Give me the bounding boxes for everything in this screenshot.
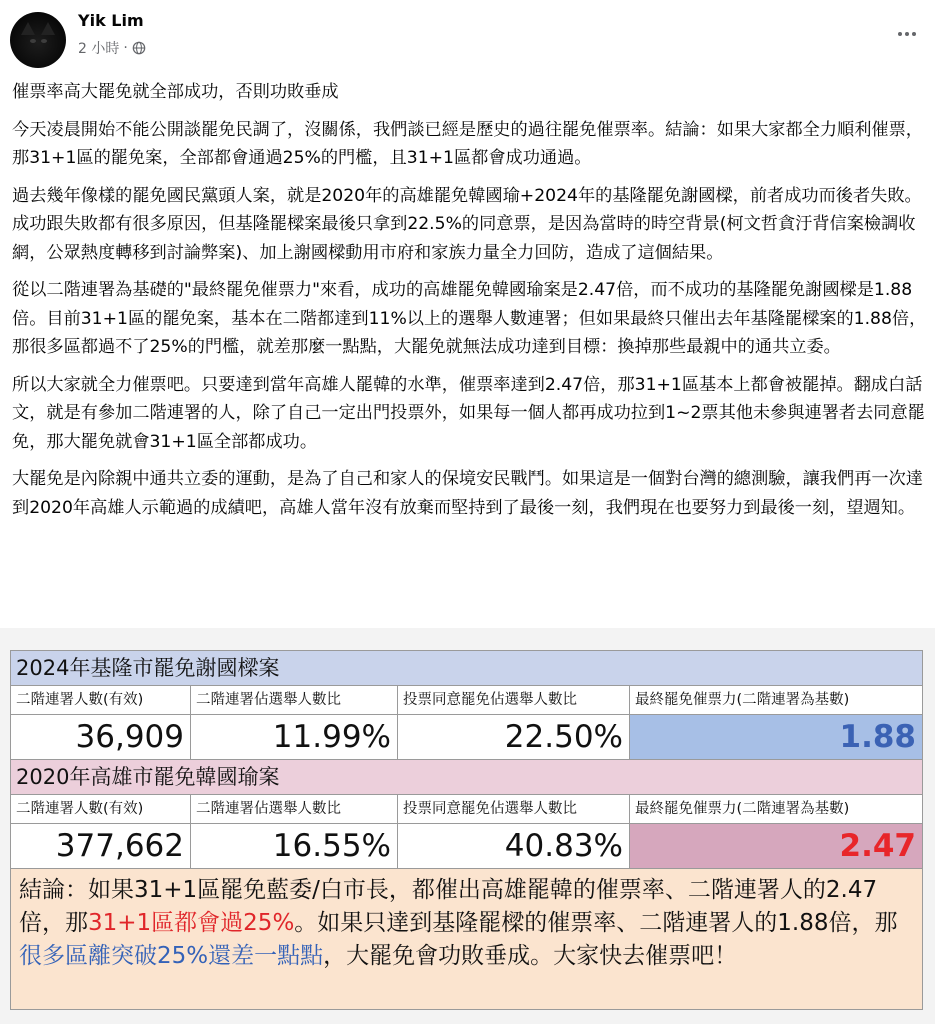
post-paragraph: 從以二階連署為基礎的"最終罷免催票力"來看，成功的高雄罷免韓國瑜案是2.47倍，而不成功的基隆罷免謝國樑是1.88倍。目前31+1區的罷免案，基本在二階都達到11%以上的選舉人數連署；但如果最終只催出去年基隆罷樑案的1.88倍，那很多區都過不了25%的門檻，就差那麼一點點，大罷免就無法成功達到目標：換掉那些最親中的通共立委。 <box>12 280 927 357</box>
globe-icon <box>132 41 146 55</box>
signature-count: 36,909 <box>11 715 191 759</box>
kaohsiung-value-row <box>11 824 922 869</box>
meta-separator: · <box>123 40 128 56</box>
post-paragraph: 大罷免是內除親中通共立委的運動，是為了自己和家人的保境安民戰鬥。如果這是一個對台灣的總測驗，讓我們再一次達到2020年高雄人示範過的成績吧，高雄人當年沒有放棄而堅持到了最後一刻，我們現在也要努力到最後一刻，望週知。 <box>12 469 923 518</box>
conclusion-highlight-blue: 很多區離突破25%還差一點點 <box>19 943 324 969</box>
signature-count: 377,662 <box>11 824 191 868</box>
consent-ratio: 40.83% <box>398 824 630 868</box>
author-name[interactable]: Yik Lim <box>78 11 144 30</box>
keelung-value-row <box>11 715 922 760</box>
consent-ratio: 22.50% <box>398 715 630 759</box>
post-image[interactable] <box>0 628 935 1024</box>
kaohsiung-header-row <box>11 795 922 824</box>
signature-ratio: 11.99% <box>191 715 398 759</box>
avatar-cat-ear-left <box>21 22 35 35</box>
comparison-table <box>10 650 923 1010</box>
turnout-multiplier: 1.88 <box>630 715 922 759</box>
header-cell: 投票同意罷免佔選舉人數比 <box>398 686 630 714</box>
header-cell: 二階連署佔選舉人數比 <box>191 795 398 823</box>
turnout-multiplier: 2.47 <box>630 824 922 868</box>
header-cell: 投票同意罷免佔選舉人數比 <box>398 795 630 823</box>
signature-ratio: 16.55% <box>191 824 398 868</box>
avatar[interactable] <box>10 12 66 68</box>
post-paragraph: 今天凌晨開始不能公開談罷免民調了，沒關係，我們談已經是歷史的過往罷免催票率。結論：如果大家都全力順利催票，那31+1區的罷免案，全部都會通過25%的門檻，且31+1區都會成功通過。 <box>12 119 923 168</box>
conclusion-text: 。如果只達到基隆罷樑的催票率、二階連署人的1.88倍，那 <box>294 910 898 936</box>
post-meta <box>78 38 146 58</box>
post-paragraph: 催票率高大罷免就全部成功，否則功敗垂成 <box>12 82 339 102</box>
conclusion-highlight-red: 31+1區都會過25% <box>88 910 295 936</box>
header-cell: 二階連署人數(有效) <box>11 795 191 823</box>
avatar-cat-eye-left <box>30 39 36 43</box>
post-paragraph: 過去幾年像樣的罷免國民黨頭人案，就是2020年的高雄罷免韓國瑜+2024年的基隆罷免謝國樑，前者成功而後者失敗。成功跟失敗都有很多原因，但基隆罷樑案最後只拿到22.5%的同意票，是因為當時的時空背景(柯文哲貪汙背信案檢調收網，公眾熱度轉移到討論弊案)、加上謝國樑動用市府和家族力量全力回防，造成了這個結果。 <box>12 185 922 263</box>
header-cell: 最終罷免催票力(二階連署為基數) <box>635 801 850 817</box>
post-time[interactable]: 2 小時 <box>78 41 120 57</box>
conclusion-box <box>11 869 922 1009</box>
keelung-header-row <box>11 686 922 715</box>
post-body <box>12 78 930 531</box>
more-dots-icon[interactable] <box>893 20 921 48</box>
keelung-case-title: 2024年基隆市罷免謝國樑案 <box>11 651 922 686</box>
post-paragraph: 所以大家就全力催票吧。只要達到當年高雄人罷韓的水準，催票率達到2.47倍，那31+1區基本上都會被罷掉。翻成白話文，就是有參加二階連署的人，除了自己一定出門投票外，如果每一個人都再成功拉到1~2票其他未參與連署者去同意罷免，那大罷免就會31+1區全部都成功。 <box>12 374 925 452</box>
conclusion-text: ，大罷免會功敗垂成。大家快去催票吧！ <box>323 943 738 969</box>
kaohsiung-case-title: 2020年高雄市罷免韓國瑜案 <box>11 760 922 795</box>
header-cell: 二階連署人數(有效) <box>11 686 191 714</box>
header-cell: 最終罷免催票力(二階連署為基數) <box>635 692 850 708</box>
avatar-cat-ear-right <box>41 22 55 35</box>
post-header <box>0 0 935 72</box>
header-cell: 二階連署佔選舉人數比 <box>191 686 398 714</box>
avatar-cat-eye-right <box>41 39 47 43</box>
conclusion-text: 結論：如果31+1區罷免藍委/白市長，都催出高雄罷韓的催票率、二階連署人的2.47倍，那 <box>19 877 878 936</box>
